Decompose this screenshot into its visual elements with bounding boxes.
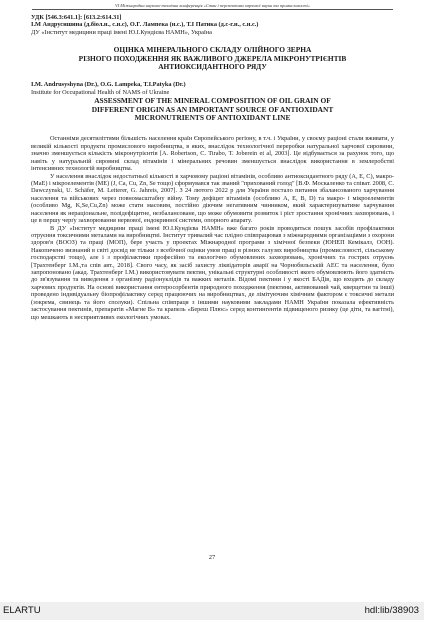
title-en-line: ASSESSMENT OF THE MINERAL COMPOSITION OF OIL GRAIN OF [94,96,331,106]
body-paragraph: Останніми десятиліттями більшість населення країн Європейського регіону, в т.ч. і України, у своєму раціоні стали вживати, у великій кількості продукти промислового виробництва, в яких, внаслідок технологічної переробки натуральної харчової сировини, значно зменшується кількість мікронутрієнтів [A. Robertson, C. Tirabo, T. Joberein et al, 2003]. Це відбувається за рахунок того, що навіть у натуральній сировині склад вітамінів і мінеральних речовин зменшується внаслідок використання в землеробстві інтенсивних технологій виробництва. [31,135,394,173]
affiliation-en: Institute for Occupational Health of NAMS of Ukraine [31,88,170,96]
udk-code: УДК [546.3:641.1]: [613.2:614.31] [31,14,122,21]
title-ua-line: АНТИОКСИДАНТНОГО РЯДУ [158,62,267,72]
title-en [31,97,394,122]
title-en-line: MICRONUTRIENTS OF ANTIOXIDANT LINE [134,113,291,123]
authors-en: I.M. Andrusyshyna (Dr.), O.G. Lampeka, T.I.Patyka (Dr.) [31,81,186,89]
body-paragraph: У населення внаслідок недостатньої кількості в харчовому раціоні вітамінів, особливо антиоксидантного ряду (A, E, C), макро- (МаЕ) і мікроелементів (МЕ) (J, Ca, Cu, Zn, Se тощо) сформувався так званий "прихований голод" [В.Ф. Москаленко та співат. 2008, C. Dawczynski, U. Schäfer, M. Leiterer, G. Jahreis, 2007]. З 24 лютого 2022 р для України постало питання збалансованого харчування населення та військових через повномасштабну війну. Тому дефіцит вітамінів (особливо A, E, B, D) та макро- і мікроелементів (особливо Mg, K,Se,Cu,Zn) може стати масовим, постійно діючим негативним чинником, який характеризуватиме харчування населення як нераціональне, полідефіцитне, незбалансоване, що може обумовити розвиток і ріст зростання хронічних захворювань, і це в першу черґу захворювання нервової, ендокринної системи, опорного апарату. [31,172,394,225]
title-ua-line: ОЦІНКА МІНЕРАЛЬНОГО СКЛАДУ ОЛІЙНОГО ЗЕРНА [113,45,312,55]
running-header: VI Міжнародна науково-технічна конференція «Стан і перспективи харчової науки та промисловості» [32,3,393,10]
affiliation-ua: ДУ «Інститут медицини праці імені Ю.І.Кундієва НАМН», Україна [31,28,212,36]
repository-label: ELARTU [3,605,41,616]
page-number: 27 [208,554,216,561]
viewer-footer [0,602,424,620]
handle-id: hdl:lib/38903 [364,605,419,616]
body-text [31,135,394,321]
title-en-line: DIFFERENT ORIGIN AS AN IMPORTANT SOURCE OF ANTIOXIDANT [91,104,334,114]
title-ua-line: РІЗНОГО ПОХОДЖЕННЯ ЯК ВАЖЛИВОГО ДЖЕРЕЛА МІКРОНУТРІЄНТІВ [78,53,347,63]
body-paragraph: В ДУ «Інститут медицини праці імені Ю.І.Кундієва НАМН» вже багато років проводиться пошук засобів профілактики отруєння токсичними металами на виробництві. Інститут тривалий час плідно співпрацював з міжнародними організаціями з охорони здоров'я (ВООЗ) та праці (МОП), бере участь у проектах Міжнародної програми з хімічної безпеки (ЮНЕП Кемікалз, ООН). Накопичено визнаний в світі досвід не тільки з всебічної оцінки умов праці в різних галузях виробництва (промисловості, сільському господарстві тощо), але і з профілактики професійно та екологічно обумовлених захворювань, хронічних та гострих отруєнь [Трахтенберг І.М.,та спів авт., 2018]. Свого часу, як засіб захисту ліквідаторів аварії на Чорнобильській АЕС та населення, було запропоновано (акад. Трахтенберг І.М.) використовувати пектин, унікальні структурні особливості якого обумовлюють його здатність до зв'язування та виведення з організму радіонуклідів та важких металів. Відомі пектини і у якості БАДів, що входять до складу харчових продуктів. На основі використання ентеросорбентів природного походження (пектини, активований чай, кверцетин та інші) проведено індивідуальну біопрофілактику серед працюючих на виробництвах, де лімітуючим хімічним фактором є токсичні метали (зокрема, свинець та його сполуки). Спільна співпраця з іншими науковими закладами НАМН України показала ефективність застосування пектинів, препаратів «Магне B» та крапель «Береш Плюс» серед контингентів підвищеного ризику (це діти, та вагітні), що мешкають в несприятливих екологічних умовах. [31,224,394,321]
authors-ua: І.М Андрусишина (д.біол.н., с.н.с), О.Г. Лампека (н.с.), Т.І Патика (д.с-г.н., с.н.с.) [31,21,259,29]
title-ua [31,46,394,71]
